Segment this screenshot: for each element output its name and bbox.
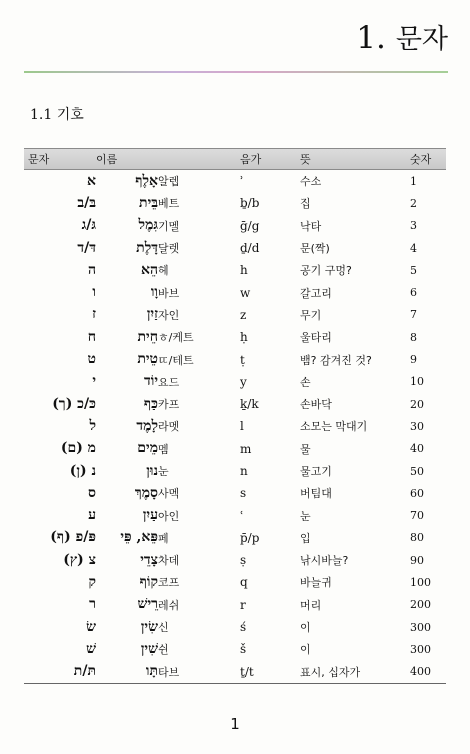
chapter-name: 문자	[395, 24, 448, 55]
header-letter: 문자	[28, 153, 50, 166]
name-cell: מֵים	[137, 440, 158, 457]
value-cell: 10	[410, 375, 424, 389]
meaning-cell: 무기	[300, 308, 322, 322]
value-cell: 400	[410, 665, 431, 679]
value-cell: 100	[410, 575, 431, 589]
sound-cell: ṯ/t	[240, 664, 254, 679]
sound-cell: ṭ	[240, 352, 245, 367]
sound-cell: ḥ	[240, 330, 248, 345]
korean-name-cell: 바브	[158, 286, 180, 300]
value-cell: 50	[410, 464, 424, 478]
name-cell: תָּו	[145, 663, 158, 680]
table-row	[24, 661, 446, 684]
value-cell: 60	[410, 486, 424, 500]
sound-cell: ḇ/b	[240, 196, 260, 211]
sound-cell: h	[240, 263, 248, 278]
korean-name-cell: 자인	[158, 308, 180, 322]
letter-cell: ז	[92, 306, 96, 323]
letter-cell: ה	[87, 261, 96, 278]
sound-cell: ḵ/k	[240, 397, 259, 412]
letter-cell: ו	[92, 284, 96, 301]
korean-name-cell: 눈	[158, 465, 169, 478]
korean-name-cell: 요드	[158, 375, 180, 389]
letter-cell: י	[92, 373, 96, 390]
table-row	[24, 192, 446, 214]
meaning-cell: 울타리	[300, 331, 332, 345]
name-cell: פֵּא, פֵּי	[120, 529, 158, 546]
value-cell: 1	[410, 174, 417, 188]
letter-cell: א	[87, 172, 96, 189]
meaning-cell: 눈	[300, 509, 311, 523]
korean-name-cell: 베트	[158, 197, 180, 211]
korean-name-cell: 라멧	[158, 420, 180, 434]
page-number: 1	[230, 715, 240, 733]
value-cell: 3	[410, 219, 417, 233]
value-cell: 300	[410, 642, 431, 656]
table-row	[24, 281, 446, 303]
name-cell: חֵית	[137, 328, 158, 345]
letter-cell: ט	[87, 351, 96, 368]
table-body	[24, 170, 446, 684]
value-cell: 9	[410, 353, 417, 367]
letter-cell: ק	[88, 573, 96, 590]
korean-name-cell: 타브	[158, 665, 180, 679]
meaning-cell: 물고기	[300, 465, 332, 478]
value-cell: 80	[410, 531, 424, 545]
value-cell: 200	[410, 598, 431, 612]
header-value: 숫자	[410, 153, 432, 166]
sound-cell: ʿ	[240, 508, 244, 523]
meaning-cell: 표시, 십자가	[300, 665, 361, 679]
table-row	[24, 393, 446, 415]
meaning-cell: 이	[300, 643, 311, 657]
letter-cell: דּ/ד	[77, 239, 96, 256]
name-cell: הֵא	[140, 261, 158, 278]
name-cell: קוֹף	[139, 573, 158, 590]
korean-name-cell: ㄸ/테트	[158, 353, 194, 367]
table-header	[24, 148, 446, 170]
value-cell: 70	[410, 509, 424, 523]
value-cell: 300	[410, 620, 431, 634]
value-cell: 20	[410, 397, 424, 411]
table-row	[24, 259, 446, 281]
table-row	[24, 549, 446, 571]
sound-cell: ṣ	[240, 553, 247, 568]
meaning-cell: 뱀? 감겨진 것?	[300, 353, 372, 367]
sound-cell: ʾ	[240, 174, 244, 189]
table-row	[24, 460, 446, 482]
meaning-cell: 머리	[300, 598, 322, 612]
name-cell: עַיִן	[142, 507, 158, 524]
letter-cell: ס	[88, 484, 96, 501]
letter-cell: שׂ	[86, 618, 96, 635]
table-row	[24, 326, 446, 348]
table-row	[24, 415, 446, 437]
table-row	[24, 638, 446, 660]
chapter-title	[356, 18, 448, 60]
section-number: 1.1	[30, 107, 53, 123]
meaning-cell: 손바닥	[300, 398, 332, 412]
korean-name-cell: 레쉬	[158, 598, 180, 612]
korean-name-cell: 아인	[158, 509, 180, 523]
meaning-cell: 문(짝)	[300, 242, 330, 256]
korean-name-cell: 차데	[158, 554, 180, 568]
letter-cell: בּ/ב	[77, 194, 96, 211]
value-cell: 2	[410, 196, 417, 210]
sound-cell: m	[240, 441, 252, 456]
letter-cell: צ (ץ)	[63, 551, 96, 568]
korean-name-cell: 신	[158, 621, 169, 635]
value-cell: 40	[410, 442, 424, 456]
letter-cell: ע	[88, 507, 96, 524]
name-cell: אָלֶף	[135, 172, 158, 189]
alphabet-table	[24, 148, 446, 684]
sound-cell: š	[240, 642, 247, 657]
name-cell: כַּף	[143, 395, 158, 412]
letter-cell: גּ/ג	[81, 217, 96, 234]
korean-name-cell: 멤	[158, 442, 169, 456]
meaning-cell: 공기 구멍?	[300, 264, 352, 278]
letter-cell: שׁ	[86, 640, 96, 657]
name-cell: יוֹד	[144, 373, 158, 390]
sound-cell: r	[240, 597, 246, 612]
meaning-cell: 갈고리	[300, 286, 332, 300]
value-cell: 7	[410, 308, 417, 322]
letter-cell: תּ/ת	[73, 663, 96, 680]
sound-cell: z	[240, 307, 247, 322]
table-row	[24, 237, 446, 259]
section-name: 기호	[56, 107, 84, 123]
korean-name-cell: 기멜	[158, 219, 180, 233]
name-cell: זַיִן	[146, 306, 158, 323]
sound-cell: w	[240, 285, 251, 300]
table-row	[24, 170, 446, 192]
header-meaning: 뜻	[300, 153, 311, 166]
name-cell: סָמֶךְ	[134, 484, 158, 501]
sound-cell: y	[240, 374, 247, 389]
name-cell: שִׂין	[140, 618, 158, 635]
header-name: 이름	[96, 153, 118, 166]
korean-name-cell: 알렙	[158, 175, 180, 189]
sound-cell: l	[240, 419, 244, 434]
section-title	[30, 106, 84, 124]
name-cell: טֵית	[137, 351, 158, 368]
letter-cell: ר	[89, 596, 96, 613]
korean-name-cell: 사멕	[158, 487, 180, 501]
table-row	[24, 215, 446, 237]
chapter-number: 1.	[356, 20, 386, 56]
table-row	[24, 371, 446, 393]
table-row	[24, 527, 446, 549]
meaning-cell: 바늘귀	[300, 576, 332, 590]
korean-name-cell: 달렛	[158, 242, 180, 256]
meaning-cell: 이	[300, 621, 311, 635]
name-cell: נוּן	[146, 462, 158, 479]
sound-cell: ḡ/g	[240, 218, 260, 233]
table-row	[24, 504, 446, 526]
table-row	[24, 304, 446, 326]
table-row	[24, 348, 446, 370]
meaning-cell: 낙타	[300, 219, 322, 233]
sound-cell: ś	[240, 620, 247, 635]
table-row	[24, 571, 446, 593]
value-cell: 8	[410, 330, 417, 344]
letter-cell: ל	[89, 417, 96, 434]
meaning-cell: 수소	[300, 175, 322, 189]
name-cell: וָו	[150, 284, 158, 301]
header-sound: 음가	[240, 153, 262, 166]
korean-name-cell: 쉰	[158, 643, 169, 657]
value-cell: 5	[410, 263, 417, 277]
korean-name-cell: 헤	[158, 264, 169, 278]
value-cell: 30	[410, 419, 424, 433]
sound-cell: ḏ/d	[240, 241, 260, 256]
letter-cell: כּ/כ (ך)	[52, 395, 96, 412]
letter-cell: פּ/פ (ף)	[50, 529, 96, 546]
chapter-divider	[24, 71, 448, 73]
letter-cell: ח	[87, 328, 96, 345]
name-cell: צָדֵי	[140, 551, 158, 568]
korean-name-cell: 코프	[158, 576, 180, 590]
korean-name-cell: 페	[158, 531, 169, 545]
letter-cell: נ (ן)	[69, 462, 96, 479]
meaning-cell: 입	[300, 531, 311, 545]
sound-cell: p̄/p	[240, 530, 260, 545]
meaning-cell: 물	[300, 442, 311, 456]
sound-cell: n	[240, 464, 248, 478]
meaning-cell: 집	[300, 197, 311, 211]
meaning-cell: 소모는 막대기	[300, 420, 368, 434]
table-row	[24, 438, 446, 460]
korean-name-cell: 카프	[158, 398, 180, 412]
meaning-cell: 낚시바늘?	[300, 554, 349, 568]
sound-cell: q	[240, 575, 248, 590]
name-cell: דָּלֶת	[136, 239, 158, 256]
korean-name-cell: ㅎ/케트	[158, 331, 194, 345]
name-cell: לָמֶד	[136, 417, 158, 434]
sound-cell: s	[240, 486, 247, 501]
table-row	[24, 616, 446, 638]
meaning-cell: 버팀대	[300, 487, 332, 501]
table-row	[24, 594, 446, 616]
value-cell: 4	[410, 241, 417, 255]
meaning-cell: 손	[300, 375, 311, 389]
name-cell: בֵּית	[139, 194, 158, 211]
value-cell: 90	[410, 553, 424, 567]
name-cell: גִּמֶל	[138, 217, 158, 234]
name-cell: רֵישׁ	[137, 596, 158, 613]
letter-cell: מ (ם)	[60, 440, 96, 457]
value-cell: 6	[410, 286, 417, 300]
name-cell: שִׁין	[140, 640, 158, 657]
table-row	[24, 482, 446, 504]
